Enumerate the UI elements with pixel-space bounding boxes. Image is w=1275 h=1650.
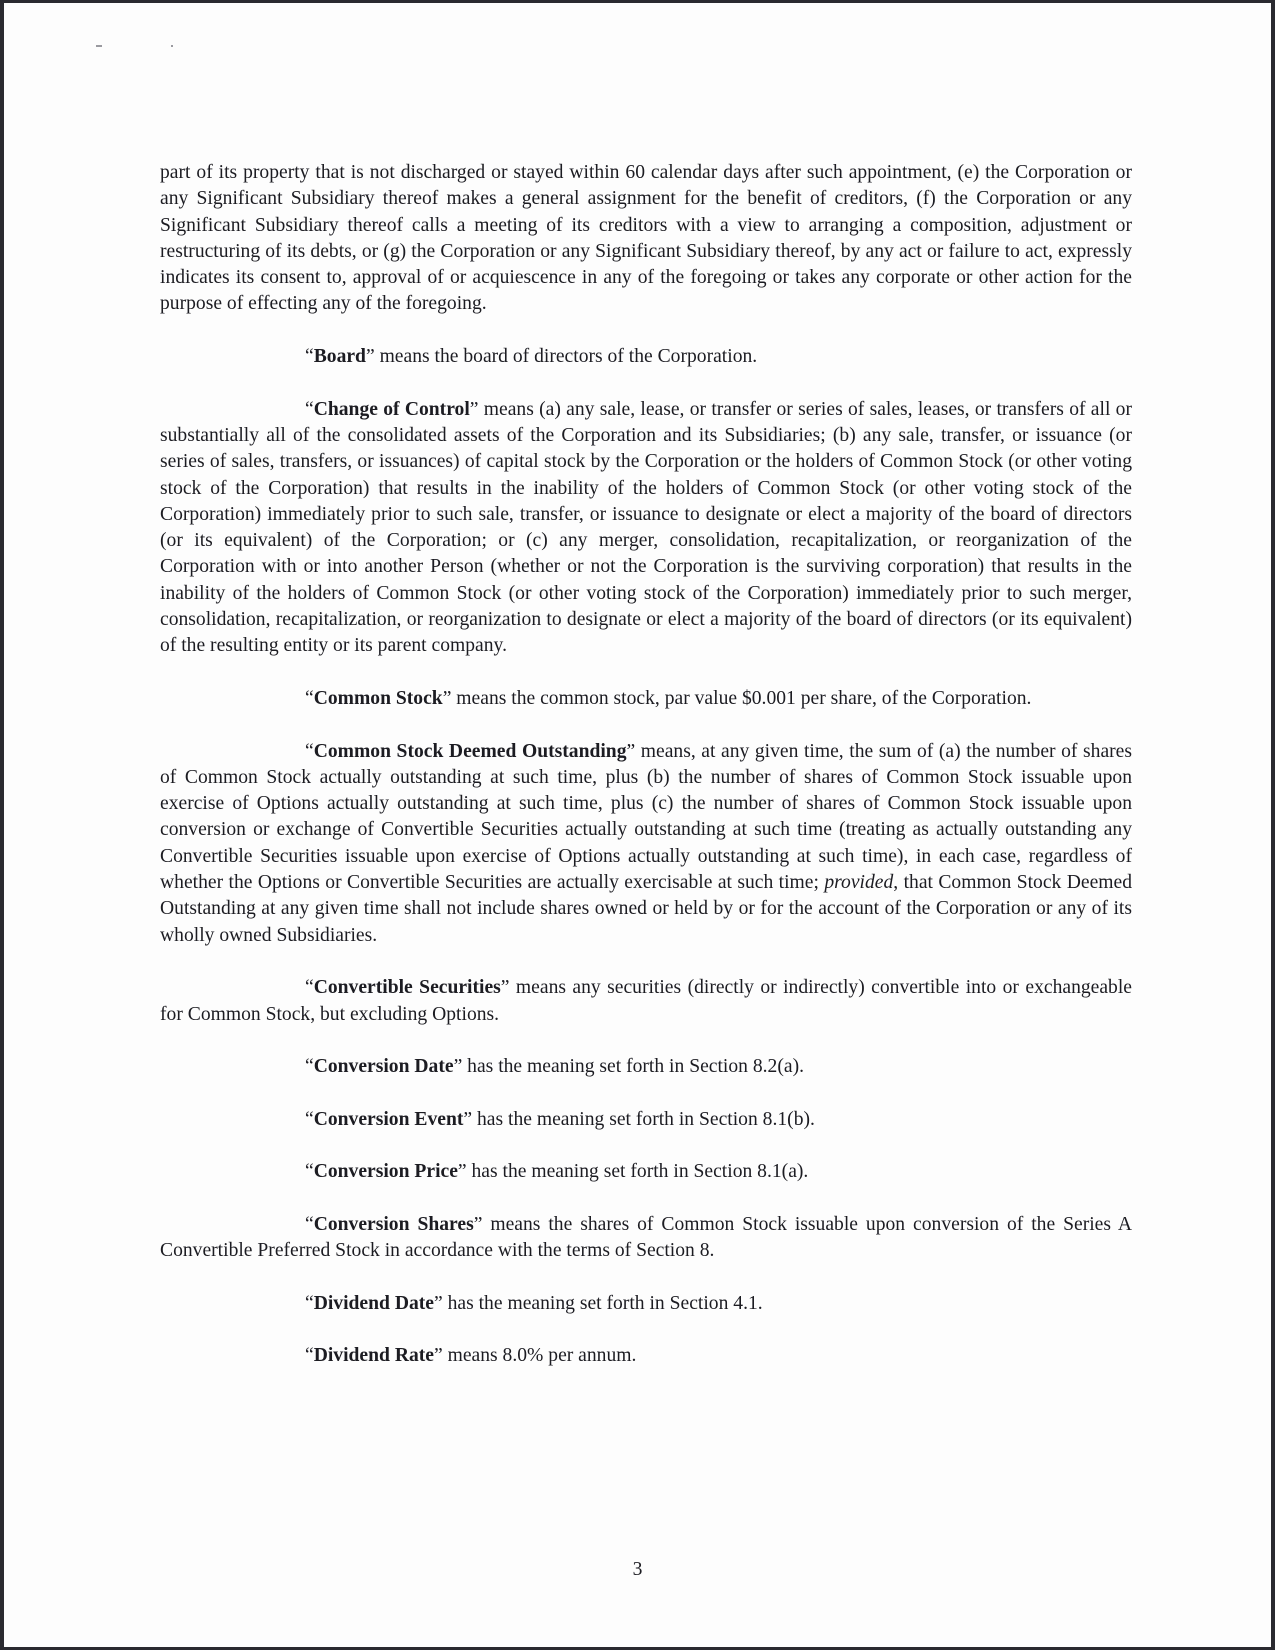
definition-dividend-rate: “Dividend Rate” means 8.0% per annum. [305, 1345, 637, 1367]
definition-text: means any securities (directly or indirectly) convertible into or exchangeable for Common Stock, but excluding Options. [160, 977, 1132, 1025]
definition-text: , that Common Stock Deemed Outstanding at any given time shall not include shares owned or held by or for the account of the Corporation or any of its wholly owned Subsidiaries. [160, 872, 1133, 946]
definition-change-of-control: “Change of Control” means (a) any sale, lease, or transfer or series of sales, leases, or transfers of all or substantially all of the consolidated assets of the Corporation and its Subsidiaries; (b) any sale, transfer, or issuance (or series of sales, transfers, or issuances) of capital stock by the Corporation or the holders of Common Stock (or other voting stock of the Corporation) that results in the inability of the holders of Common Stock (or other voting stock of the Corporation) immediately prior to such sale, transfer, or issuance to designate or elect a majority of the board of directors (or its equivalent) of the Corporation; or (c) any merger, consolidation, recapitalization, or reorganization of the Corporation with or into another Person (whether or not the Corporation is the surviving corporation) that results in the inability of the holders of Common Stock (or other voting stock of the Corporation) immediately prior to such merger, consolidation, recapitalization, or reorganization to designate or elect a majority of the board of directors (or its equivalent) of the resulting entity or its parent company. [160, 398, 1132, 657]
scan-border-top [0, 0, 1275, 3]
defined-term: Dividend Date [313, 1292, 434, 1314]
definition-board: “Board” means the board of directors of the Corporation. [305, 346, 758, 368]
defined-term: Dividend Rate [313, 1345, 434, 1367]
definition-text: means (a) any sale, lease, or transfer or series of sales, leases, or transfers of all or substantially all of the consolidated assets of the Corporation and its Subsidiaries; (b) any sale, transfer, or issuance (or series of sales, transfers, or issuances) of capital stock by the Corporation or the holders of Common Stock (or other voting stock of the Corporation) that results in the inability of the holders of Common Stock (or other voting stock of the Corporation) immediately prior to such sale, transfer, or issuance to designate or elect a majority of the board of directors (or its equivalent) of the Corporation; or (c) any merger, consolidation, recapitalization, or reorganization of the Corporation with or into another Person (whether or not the Corporation is the surviving corporation) that results in the inability of the holders of Common Stock (or other voting stock of the Corporation) immediately prior to such merger, consolidation, recapitalization, or reorganization to designate or elect a majority of the board of directors (or its equivalent) of the resulting entity or its parent company. [160, 398, 1132, 657]
definition-dividend-date: “Dividend Date” has the meaning set forth in Section 4.1. [305, 1292, 763, 1314]
definition-text: means the common stock, par value $0.001 per share, of the Corporation. [451, 687, 1032, 709]
definition-conversion-price: “Conversion Price” has the meaning set forth in Section 8.1(a). [305, 1161, 809, 1183]
definition-text: means the shares of Common Stock issuable upon conversion of the Series A Convertible Preferred Stock in accordance with the terms of Section 8. [160, 1213, 1132, 1262]
defined-term: Common Stock [313, 687, 443, 709]
defined-term: Convertible Securities [313, 977, 501, 999]
definition-common-stock-deemed-outstanding: “Common Stock Deemed Outstanding” means, at any given time, the sum of (a) the number of shares of Common Stock actually outstanding at such time, plus (b) the number of shares of Common Stock issuable upon exercise of Options actually outstanding at such time, plus (c) the number of shares of Common Stock issuable upon conversion or exchange of Convertible Securities actually outstanding at such time (treating as actually outstanding any Convertible Securities issuable upon exercise of Options actually outstanding at such time), in each case, regardless of whether the Options or Convertible Securities are actually exercisable at such time; provided, that Common Stock Deemed Outstanding at any given time shall not include shares owned or held by or for the account of the Corporation or any of its wholly owned Subsidiaries. [160, 740, 1133, 946]
definition-text: has the meaning set forth in Section 8.1(b). [472, 1108, 815, 1130]
scan-speck [96, 45, 102, 47]
scan-speck [171, 45, 173, 47]
definition-italic: provided [824, 872, 894, 894]
defined-term: Conversion Price [313, 1161, 458, 1183]
definition-text: means 8.0% per annum. [442, 1345, 637, 1367]
definition-convertible-securities: “Convertible Securities” means any securities (directly or indirectly) convertible into or exchangeable for Common Stock, but excluding Options. [160, 977, 1132, 1025]
definition-conversion-shares: “Conversion Shares” means the shares of Common Stock issuable upon conversion of the Series A Convertible Preferred Stock in accordance with the terms of Section 8. [160, 1213, 1132, 1262]
definition-text: has the meaning set forth in Section 8.1(a). [466, 1161, 809, 1183]
scan-border-left [0, 0, 4, 1650]
definition-conversion-event: “Conversion Event” has the meaning set forth in Section 8.1(b). [305, 1108, 815, 1130]
definition-text: has the meaning set forth in Section 8.2(a). [462, 1056, 804, 1078]
defined-term: Common Stock Deemed Outstanding [313, 740, 627, 762]
scan-border-right [1271, 0, 1275, 1650]
page-number: 3 [632, 1559, 643, 1580]
defined-term: Conversion Date [313, 1056, 454, 1078]
defined-term: Change of Control [313, 398, 470, 420]
defined-term: Board [313, 346, 366, 368]
definition-text: has the meaning set forth in Section 4.1. [442, 1292, 763, 1314]
definition-text: means, at any given time, the sum of (a) the number of shares of Common Stock actually outstanding at such time, plus (b) the number of shares of Common Stock issuable upon exercise of Options actually outstanding at such time, plus (c) the number of shares of Common Stock issuable upon conversion or exchange of Convertible Securities actually outstanding at such time (treating as actually outstanding any Convertible Securities issuable upon exercise of Options actually outstanding at such time), in each case, regardless of whether the Options or Convertible Securities are actually exercisable at such time; [160, 740, 1132, 894]
definition-conversion-date: “Conversion Date” has the meaning set forth in Section 8.2(a). [305, 1056, 804, 1078]
document-page [160, 160, 1132, 1396]
defined-term: Conversion Shares [313, 1213, 474, 1235]
definition-text: means the board of directors of the Corporation. [374, 346, 758, 368]
paragraph-bankruptcy-continuation [160, 160, 1132, 318]
definition-common-stock: “Common Stock” means the common stock, par value $0.001 per share, of the Corporation. [305, 687, 1032, 709]
paragraph-text: part of its property that is not discharged or stayed within 60 calendar days after such appointment, (e) the Corporation or any Significant Subsidiary thereof makes a general assignment for the benefit of creditors, (f) the Corporation or any Significant Subsidiary thereof calls a meeting of its creditors with a view to arranging a composition, adjustment or restructuring of its debts, or (g) the Corporation or any Significant Subsidiary thereof, by any act or failure to act, expressly indicates its consent to, approval of or acquiescence in any of the foregoing or takes any corporate or other action for the purpose of effecting any of the foregoing. [160, 162, 1132, 315]
defined-term: Conversion Event [313, 1108, 464, 1130]
